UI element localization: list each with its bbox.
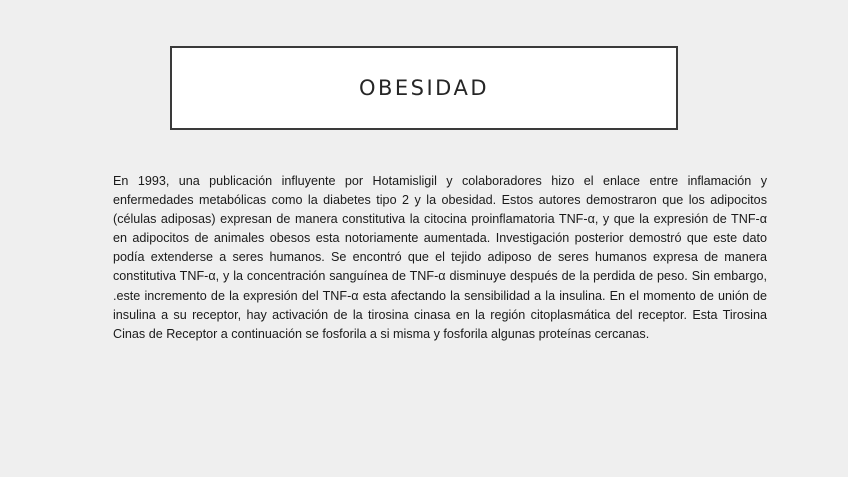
slide-body-text: En 1993, una publicación influyente por Hotamisligil y colaboradores hizo el enlace entre inflamación y enfermedades metabólicas como la diabetes tipo 2 y la obesidad. Estos autores demostraron que los adipocitos (células adiposas) expresan de manera constitutiva la citocina proinflamatoria TNF-α, y que la expresión de TNF-α en adipocitos de animales obesos esta notoriamente aumentada. Investigación posterior demostró que este dato podía extenderse a seres humanos. Se encontró que el tejido adiposo de seres humanos expresa de manera constitutiva TNF-α, y la concentración sanguínea de TNF-α disminuye después de la perdida de peso. Sin embargo, .este incremento de la expresión del TNF-α esta afectando la sensibilidad a la insulina. En el momento de unión de insulina a su receptor, hay activación de la tirosina cinasa en la región citoplasmática del receptor. Esta Tirosina Cinas de Receptor a continuación se fosforila a si misma y fosforila algunas proteínas cercanas. bbox=[113, 174, 767, 341]
slide-title: OBESIDAD bbox=[358, 76, 490, 100]
title-box bbox=[170, 46, 678, 130]
